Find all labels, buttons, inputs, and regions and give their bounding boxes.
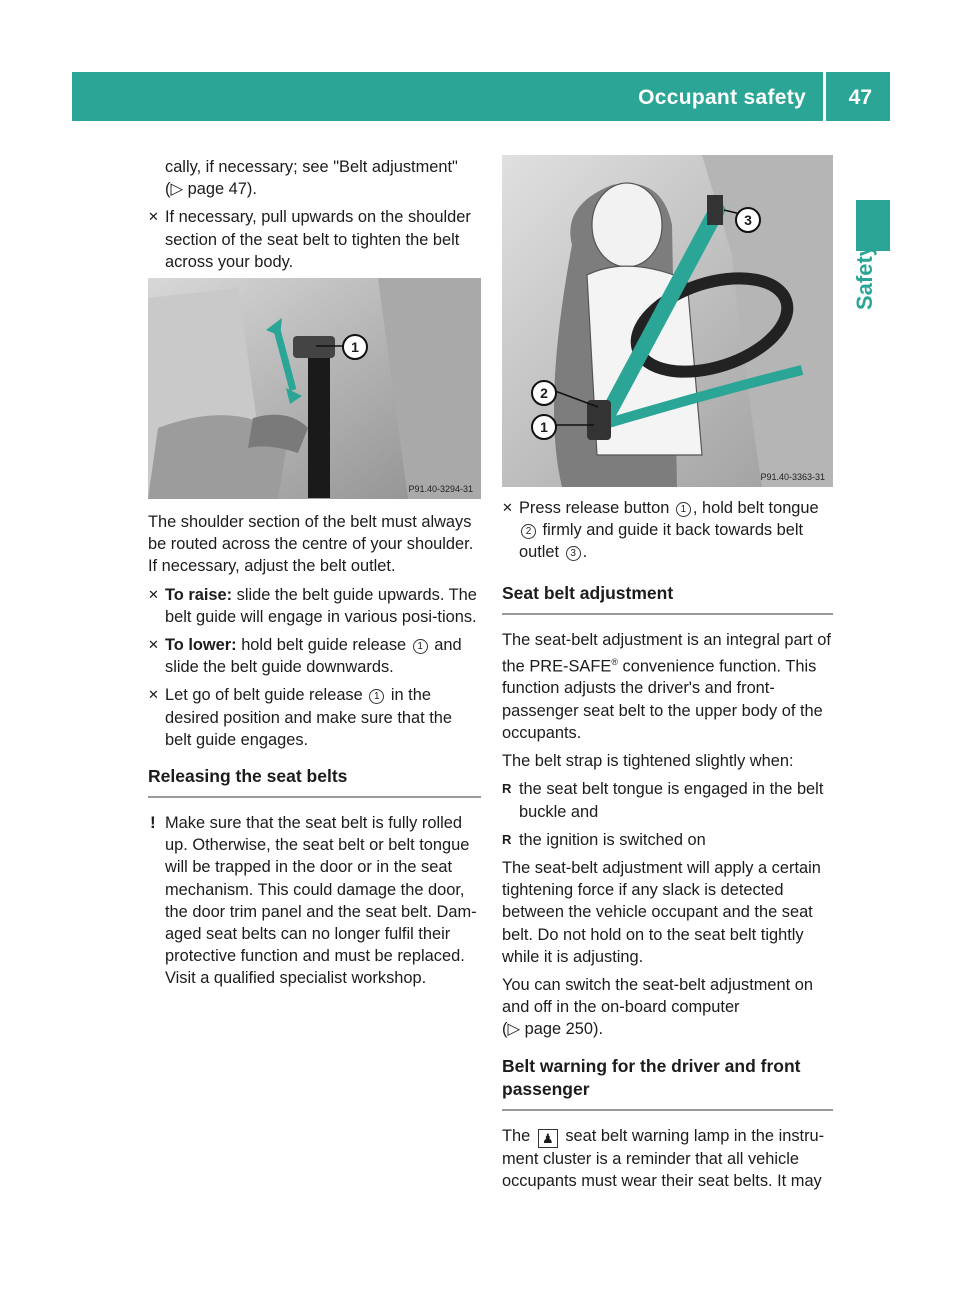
- bullet-item: [502, 829, 833, 851]
- page-reference: (▷ page 47).: [165, 180, 257, 199]
- bullet-text: the ignition is switched on: [519, 830, 706, 849]
- section-title: Occupant safety: [638, 86, 806, 109]
- intro-text: [148, 156, 481, 200]
- callout-number: 1: [676, 502, 691, 517]
- step-text: hold belt guide release: [236, 636, 411, 655]
- paragraph-text: You can switch the seat-belt adjustment on and off in the on-board computer: [502, 975, 814, 1017]
- step-item: [148, 584, 481, 628]
- step-text: firmly and guide it back towards belt outlet: [519, 521, 804, 562]
- exclamation-icon: !: [150, 813, 156, 833]
- step-text: and slide the belt guide downwards.: [165, 636, 462, 677]
- left-column: [148, 156, 481, 279]
- step-text: Press release button: [519, 499, 674, 517]
- intro-line: cally, if necessary; see "Belt adjustment": [165, 158, 458, 176]
- paragraph-text: The seat-belt adjustment is an integral part of the PRE-SAFE: [502, 630, 831, 676]
- header-divider: [823, 72, 826, 121]
- paragraph: The shoulder section of the belt must always be routed across the centre of your shoulder. If necessary, adjust the belt outlet.: [148, 513, 474, 576]
- heading-rule: [502, 1109, 833, 1111]
- heading-rule: [502, 613, 833, 615]
- figure-callout: 3: [735, 207, 761, 233]
- step-item: [148, 634, 481, 678]
- step-item: [502, 497, 833, 564]
- figure-code: P91.40-3294-31: [408, 484, 473, 494]
- left-column-lower: [148, 511, 481, 990]
- step-marker-icon: ✕: [148, 637, 159, 653]
- paragraph-text: seat belt warning lamp in the instru-ment cluster is a reminder that all vehicle occupants must wear their seat belts. It may: [502, 1126, 825, 1190]
- bullet-marker-icon: R: [502, 831, 512, 847]
- step-item: [148, 684, 481, 751]
- section-heading: Belt warning for the driver and front passenger: [502, 1055, 801, 1099]
- step-label: To raise:: [165, 585, 233, 604]
- seat-belt-figure: [502, 155, 833, 487]
- step-item: [148, 206, 481, 273]
- step-marker-icon: ✕: [148, 586, 159, 602]
- page-number: 47: [848, 86, 872, 109]
- belt-guide-figure: [148, 278, 481, 499]
- callout-number: 1: [413, 639, 428, 654]
- section-heading: Seat belt adjustment: [502, 582, 674, 603]
- heading-rule: [148, 796, 481, 798]
- callout-number: 3: [566, 546, 581, 561]
- paragraph: [502, 974, 833, 1041]
- step-text: If necessary, pull upwards on the shoulder section of the seat belt to tighten the belt across your body.: [165, 208, 471, 271]
- step-text: Let go of belt guide release: [165, 686, 368, 705]
- figure-callout: 1: [531, 414, 557, 440]
- belt-guide-illustration: [148, 278, 481, 499]
- warning-note: [148, 812, 481, 990]
- step-text: in the desired position and make sure that the belt guide engages.: [165, 686, 453, 749]
- step-marker-icon: ✕: [148, 687, 159, 703]
- callout-number: 2: [521, 524, 536, 539]
- step-text: slide the belt guide upwards. The belt guide will engage in various posi-tions.: [165, 585, 477, 626]
- section-heading: Releasing the seat belts: [148, 766, 348, 787]
- figure-code: P91.40-3363-31: [760, 472, 825, 482]
- step-marker-icon: ✕: [148, 209, 159, 225]
- paragraph: The seat-belt adjustment will apply a certain tightening force if any slack is detected between the vehicle occupant and the seat belt. Do not hold on to the seat belt tightly while it is adjusting.: [502, 858, 821, 966]
- bullet-item: [502, 778, 833, 822]
- registered-mark: ®: [611, 656, 618, 667]
- right-column: [502, 497, 833, 1198]
- paragraph: [502, 629, 833, 744]
- step-label: To lower:: [165, 636, 237, 655]
- warning-text: Make sure that the seat belt is fully rolled up. Otherwise, the seat belt or belt tongue will be trapped in the door or in the seat mechanism. This could damage the door, the door trim panel and the seat belt. Dam-aged seat belts can no longer fulfil their protective function and must be replaced. Visit a qualified specialist workshop.: [165, 814, 477, 988]
- step-text: , hold belt tongue: [692, 499, 819, 517]
- paragraph: [502, 1125, 833, 1192]
- step-marker-icon: ✕: [502, 500, 513, 515]
- bullet-marker-icon: R: [502, 781, 512, 797]
- paragraph: The belt strap is tightened slightly when:: [502, 752, 794, 771]
- side-tab-label: Safety: [852, 243, 877, 310]
- bullet-text: the seat belt tongue is engaged in the belt buckle and: [519, 780, 824, 821]
- callout-number: 1: [369, 689, 384, 704]
- step-text: .: [582, 543, 588, 562]
- paragraph-text: The: [502, 1126, 535, 1145]
- figure-callout: 1: [342, 334, 368, 360]
- paragraph-text: convenience function. This function adjusts the driver's and front-passenger seat belt to the upper body of the occupants.: [502, 657, 823, 742]
- seat-belt-warning-icon: ♟: [538, 1129, 558, 1148]
- page-reference: (▷ page 250).: [502, 1020, 603, 1039]
- page-header: [72, 72, 890, 121]
- figure-callout: 2: [531, 380, 557, 406]
